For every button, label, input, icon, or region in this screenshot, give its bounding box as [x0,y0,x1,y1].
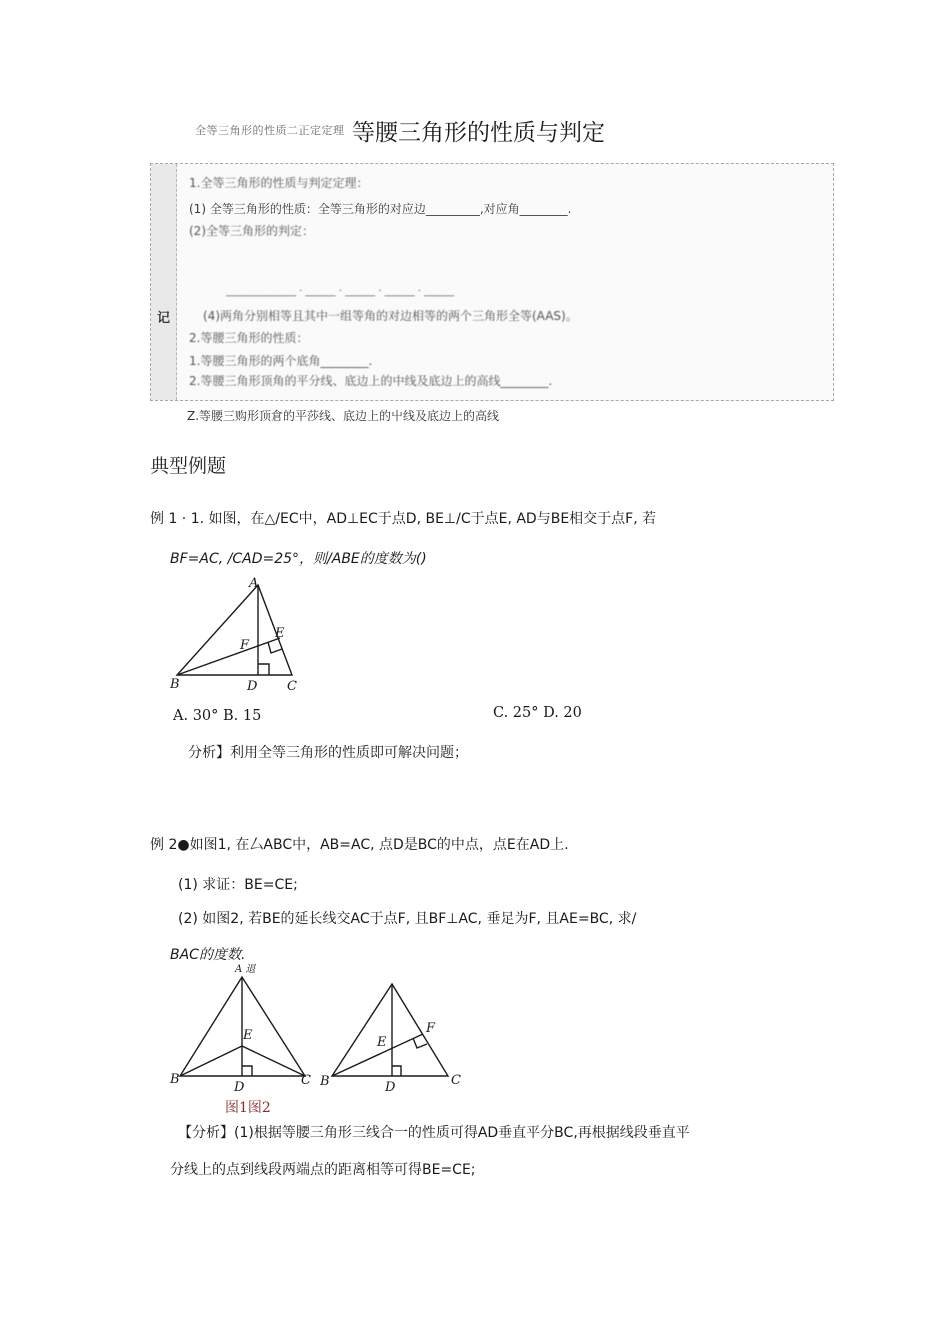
example1-analysis: 分析】利用全等三角形的性质即可解决问题； [188,745,468,761]
notes-sidebar-mark: 记 [157,311,171,326]
notes-line-4: ______________ · ______ · ______ · ______ · ______ [226,286,455,297]
faded-header-text: 全等三角形的性质二正定定理 [195,124,345,137]
fig2a-label-a: A 退 [235,964,256,975]
fig2b-label-f: F [426,1021,436,1036]
notes-sidebar [151,164,177,400]
fig2a-label-e: E [243,1028,253,1043]
fig2b-right-angle-f [413,1038,427,1048]
fig1-label-e: E [275,626,285,641]
notes-line-6: 2.等腰三角形的性质： [189,331,309,345]
fig1-label-b: B [170,677,180,692]
example2-analysis-line1: 【分析】(1)根据等腰三角形三线合一的性质可得AD垂直平分BC,再根据线段垂直平 [178,1125,690,1141]
fig2b-label-d: D [385,1080,396,1095]
example2-part1: (1) 求证：BE=CE; [178,877,298,893]
fig2b-label-e: E [377,1035,387,1050]
example2-line1: 例 2●如图1, 在厶ABC中，AB=AC, 点D是BC的中点，点E在AD上. [150,837,569,853]
notes-line-5: (4)两角分别相等且其中一组等角的对边相等的两个三角形全等(AAS)。 [203,309,578,323]
fig2b-right-angle-d [392,1066,401,1076]
notes-caption: Z.等腰三购形顶倉的平莎线、底边上的屮线及底边上的高线 [187,409,500,423]
notes-line-8: 2.等腰三角形顶角的平分线、底边上的中线及底边上的高线________. [189,374,553,388]
notes-line-2: (1) 全等三角形的性质：全等三角形的对应边_________,对应角________. [189,202,572,216]
example2-figures [165,962,475,1097]
fig2a-label-d: D [234,1080,245,1095]
fig2b-label-c: C [451,1073,461,1088]
right-angle-d [258,664,269,675]
example2-part2: (2) 如图2, 若BE的延长线交AC于点F, 且BF⊥AC, 垂足为F, 且AE=BC, 求/ [178,911,637,927]
page-title: 等腰三角形的性质与判定 [352,120,605,146]
fig1-label-f: F [240,638,250,653]
notes-panel [150,163,834,401]
fig2b-label-b: B [320,1074,330,1089]
fig2a-label-b: B [170,1072,180,1087]
notes-line-3: (2)全等三角形的判定： [189,224,314,238]
fig1-label-d: D [247,679,258,694]
example1-options-cd: C. 25° D. 20 [493,705,582,721]
example1-line1: 例 1 · 1. 如图，在△/EC中，AD⊥EC于点D, BE⊥/C于点E, AD与BE相交于点F, 若 [150,511,657,527]
fig1-label-c: C [287,679,297,694]
example2-analysis-line2: 分线上的点到线段两端点的距离相等可得BE=CE; [170,1162,476,1178]
example1-options-ab: A. 30° B. 15 [173,708,262,721]
example1-figure [165,573,315,698]
fig1-label-a: A [249,576,259,591]
fig2a-right-angle [242,1066,252,1076]
example1-line2: BF=AC, /CAD=25°，则/ABE的度数为() [170,551,427,567]
example2-part2b: BAC的度数. [170,947,246,963]
line-be [177,638,280,675]
figure-caption: 图1图2 [225,1100,271,1116]
fig2a-label-c: C [301,1073,311,1088]
notes-line-1: 1.全等三角形的性质与判定定理： [189,176,369,190]
section-title: 典型例题 [150,455,227,477]
notes-line-7: 1.等腰三角形的两个底角________. [189,354,373,368]
